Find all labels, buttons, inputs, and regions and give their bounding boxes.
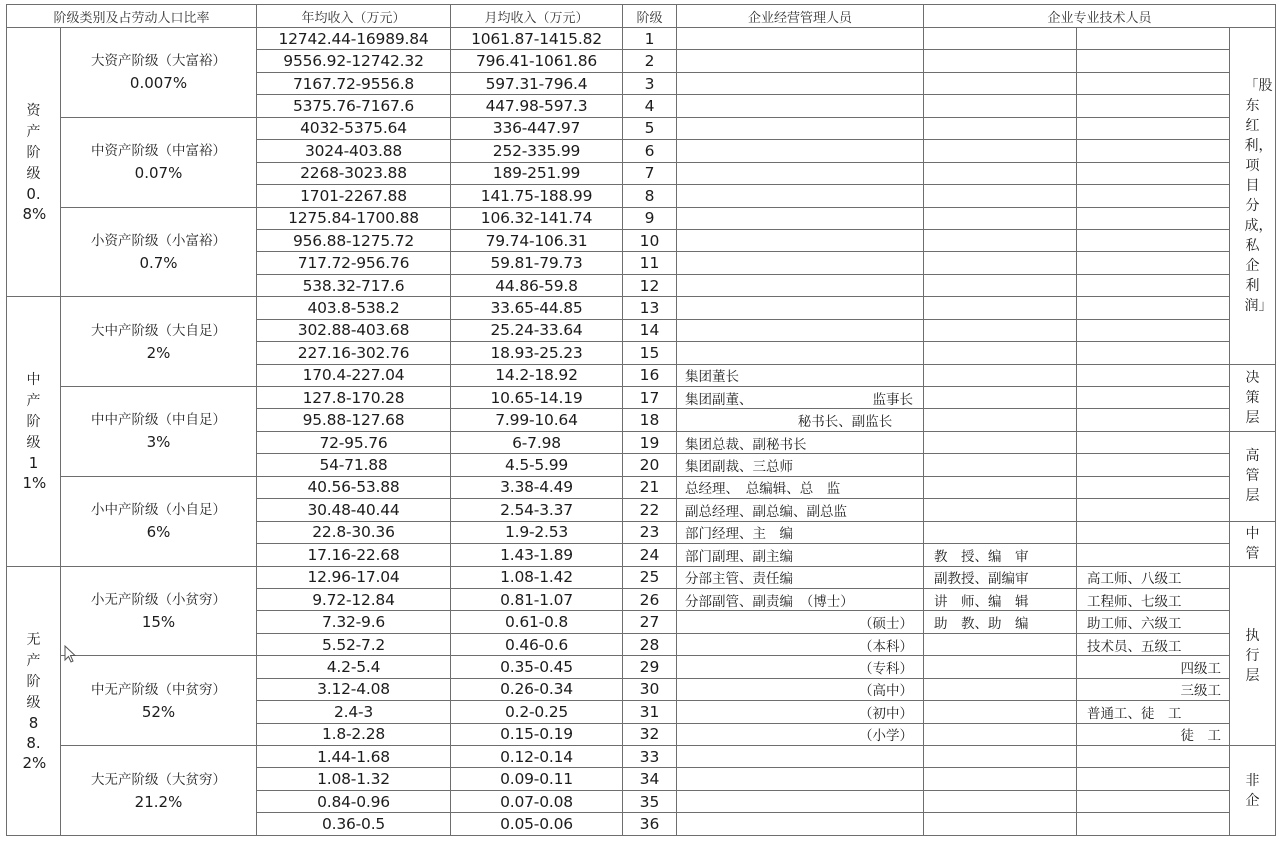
management-cell [677,813,924,836]
layer-cell-4 [1230,566,1276,746]
monthly-income-cell: 0.81-1.07 [451,588,623,610]
annual-income-cell: 227.16-302.76 [257,342,451,364]
management-cell: 副总经理、副总编、副总监 [677,499,924,521]
annual-income-cell: 5.52-7.2 [257,633,451,655]
technical-cell-a [924,274,1077,296]
annual-income-cell: 302.88-403.68 [257,319,451,341]
class-cell [61,297,257,387]
technical-cell-b [1077,409,1230,431]
class-name: 中无产阶级（中贫穷） [91,681,226,698]
management-cell [677,387,924,409]
technical-cell-b [1077,207,1230,229]
level-cell: 3 [623,72,677,94]
table-row [7,746,1276,768]
management-cell: 秘书长、副监长 [677,409,924,431]
layer-label: 中管 [1245,525,1260,562]
management-cell [677,207,924,229]
header-level: 阶级 [623,5,677,28]
level-cell: 6 [623,140,677,162]
class-name: 大无产阶级（大贫穷） [91,771,226,788]
annual-income-cell: 1.44-1.68 [257,746,451,768]
group-label [23,100,45,224]
group-name: 中产阶级 [26,372,41,452]
technical-cell-b [1077,162,1230,184]
level-cell: 20 [623,454,677,476]
level-cell: 34 [623,768,677,790]
annual-income-cell: 717.72-956.76 [257,252,451,274]
technical-cell-b [1077,454,1230,476]
technical-cell-b: 徒 工 [1077,723,1230,745]
technical-cell-a [924,678,1077,700]
management-cell [677,252,924,274]
monthly-income-cell: 18.93-25.23 [451,342,623,364]
monthly-income-cell: 10.65-14.19 [451,387,623,409]
management-cell: 集团总裁、副秘书长 [677,431,924,453]
technical-cell-b [1077,117,1230,139]
technical-cell-a: 教 授、编 审 [924,544,1077,566]
level-cell: 14 [623,319,677,341]
class-percent: 2% [146,343,171,362]
monthly-income-cell: 336-447.97 [451,117,623,139]
management-cell: 分部副管、副责编 （博士） [677,588,924,610]
technical-cell-b [1077,521,1230,543]
technical-cell-b [1077,28,1230,50]
management-cell [677,274,924,296]
class-percent: 52% [141,702,176,721]
technical-cell-b: 高工师、八级工 [1077,566,1230,588]
annual-income-cell: 9556.92-12742.32 [257,50,451,72]
level-cell: 21 [623,476,677,498]
management-cell [677,342,924,364]
management-cell: 部门副理、副主编 [677,544,924,566]
class-name: 中中产阶级（中自足） [91,412,226,429]
technical-cell-a [924,140,1077,162]
management-cell: 部门经理、主 编 [677,521,924,543]
technical-cell-b [1077,813,1230,836]
table-row [7,28,1276,50]
management-cell [677,185,924,207]
monthly-income-cell: 14.2-18.92 [451,364,623,386]
technical-cell-a [924,476,1077,498]
annual-income-cell: 1275.84-1700.88 [257,207,451,229]
management-cell: 总经理、 总编辑、总 监 [677,476,924,498]
technical-cell-a [924,387,1077,409]
annual-income-cell: 0.36-0.5 [257,813,451,836]
technical-cell-b [1077,499,1230,521]
header-class: 阶级类别及占劳动人口比率 [7,5,257,28]
layer-label: 非企 [1245,772,1260,809]
annual-income-cell: 22.8-30.36 [257,521,451,543]
annual-income-cell: 127.8-170.28 [257,387,451,409]
class-percent: 0.07% [134,164,183,183]
annual-income-cell: 1701-2267.88 [257,185,451,207]
technical-cell-a [924,50,1077,72]
level-cell: 2 [623,50,677,72]
technical-cell-b [1077,431,1230,453]
monthly-income-cell: 79.74-106.31 [451,229,623,251]
monthly-income-cell: 0.61-0.8 [451,611,623,633]
technical-cell-b [1077,252,1230,274]
class-cell [61,746,257,836]
annual-income-cell: 4032-5375.64 [257,117,451,139]
level-cell: 9 [623,207,677,229]
layer-cell-5 [1230,746,1276,836]
group-pct: 0.8% [22,185,47,224]
layer-label: 高管层 [1245,448,1260,505]
level-cell: 29 [623,656,677,678]
class-name: 大资产阶级（大富裕） [91,53,226,70]
layer-label: 执行层 [1245,627,1260,684]
level-cell: 13 [623,297,677,319]
class-name: 小中产阶级（小自足） [91,502,226,519]
level-cell: 11 [623,252,677,274]
technical-cell-a [924,454,1077,476]
monthly-income-cell: 597.31-796.4 [451,72,623,94]
annual-income-cell: 95.88-127.68 [257,409,451,431]
monthly-income-cell: 189-251.99 [451,162,623,184]
header-monthly-income: 月均收入（万元） [451,5,623,28]
technical-cell-b [1077,790,1230,812]
monthly-income-cell: 0.12-0.14 [451,746,623,768]
level-cell: 24 [623,544,677,566]
monthly-income-cell: 0.26-0.34 [451,678,623,700]
level-cell: 10 [623,229,677,251]
monthly-income-cell: 1061.87-1415.82 [451,28,623,50]
class-cell [61,656,257,746]
level-cell: 28 [623,633,677,655]
technical-cell-b: 三级工 [1077,678,1230,700]
management-cell [677,117,924,139]
class-cell [61,387,257,477]
monthly-income-cell: 3.38-4.49 [451,476,623,498]
technical-cell-a [924,499,1077,521]
monthly-income-cell: 4.5-5.99 [451,454,623,476]
class-name: 小无产阶级（小贫穷） [91,591,226,608]
class-percent: 15% [141,612,176,631]
technical-cell-b [1077,342,1230,364]
group-cell [7,297,61,566]
technical-cell-b [1077,274,1230,296]
technical-cell-a [924,633,1077,655]
level-cell: 27 [623,611,677,633]
technical-cell-a [924,162,1077,184]
technical-cell-b: 工程师、七级工 [1077,588,1230,610]
technical-cell-b: 四级工 [1077,656,1230,678]
group-pct: 88.2% [22,713,47,772]
technical-cell-a [924,28,1077,50]
annual-income-cell: 17.16-22.68 [257,544,451,566]
annual-income-cell: 30.48-40.44 [257,499,451,521]
class-percent: 3% [146,433,171,452]
technical-cell-b [1077,387,1230,409]
technical-cell-a [924,207,1077,229]
class-cell [61,117,257,207]
monthly-income-cell: 796.41-1061.86 [451,50,623,72]
class-income-table [6,4,1276,836]
technical-cell-a [924,319,1077,341]
technical-cell-a: 副教授、副编审 [924,566,1077,588]
monthly-income-cell: 0.2-0.25 [451,701,623,723]
monthly-income-cell: 1.08-1.42 [451,566,623,588]
technical-cell-b [1077,364,1230,386]
technical-cell-b [1077,297,1230,319]
layer-label: 「股东红利，项目分成，私企利润」 [1244,77,1273,314]
level-cell: 17 [623,387,677,409]
level-cell: 8 [623,185,677,207]
monthly-income-cell: 0.09-0.11 [451,768,623,790]
management-cell: 分部主管、责任编 [677,566,924,588]
management-cell [677,319,924,341]
technical-cell-a [924,723,1077,745]
technical-cell-a [924,364,1077,386]
class-name: 小资产阶级（小富裕） [91,232,226,249]
layer-cell-0 [1230,28,1276,365]
monthly-income-cell: 0.15-0.19 [451,723,623,745]
group-pct: 11% [22,454,47,493]
level-cell: 7 [623,162,677,184]
annual-income-cell: 54-71.88 [257,454,451,476]
technical-cell-b [1077,50,1230,72]
level-cell: 12 [623,274,677,296]
management-cell: （专科） [677,656,924,678]
annual-income-cell: 0.84-0.96 [257,790,451,812]
technical-cell-a: 讲 师、编 辑 [924,588,1077,610]
annual-income-cell: 4.2-5.4 [257,656,451,678]
group-cell [7,28,61,297]
annual-income-cell: 3024-403.88 [257,140,451,162]
table-row [7,387,1276,409]
technical-cell-b [1077,544,1230,566]
level-cell: 1 [623,28,677,50]
technical-cell-a [924,431,1077,453]
technical-cell-a [924,117,1077,139]
technical-cell-b [1077,768,1230,790]
level-cell: 5 [623,117,677,139]
group-name: 无产阶级 [26,631,41,711]
technical-cell-a [924,746,1077,768]
monthly-income-cell: 252-335.99 [451,140,623,162]
annual-income-cell: 170.4-227.04 [257,364,451,386]
technical-cell-b [1077,95,1230,117]
monthly-income-cell: 7.99-10.64 [451,409,623,431]
annual-income-cell: 538.32-717.6 [257,274,451,296]
management-cell [677,50,924,72]
technical-cell-a [924,790,1077,812]
level-cell: 25 [623,566,677,588]
technical-cell-b: 助工师、六级工 [1077,611,1230,633]
management-cell [677,297,924,319]
header-management: 企业经营管理人员 [677,5,924,28]
technical-cell-b [1077,140,1230,162]
management-cell [677,95,924,117]
table-row [7,207,1276,229]
level-cell: 18 [623,409,677,431]
technical-cell-b: 普通工、徒 工 [1077,701,1230,723]
technical-cell-b: 技术员、五级工 [1077,633,1230,655]
monthly-income-cell: 1.43-1.89 [451,544,623,566]
class-percent: 0.7% [139,253,178,272]
technical-cell-b [1077,229,1230,251]
technical-cell-a [924,72,1077,94]
class-name: 大中产阶级（大自足） [91,322,226,339]
table-row [7,117,1276,139]
management-cell [677,140,924,162]
annual-income-cell: 12.96-17.04 [257,566,451,588]
management-cell: （硕士） [677,611,924,633]
level-cell: 30 [623,678,677,700]
management-cell [677,28,924,50]
annual-income-cell: 403.8-538.2 [257,297,451,319]
annual-income-cell: 1.08-1.32 [257,768,451,790]
technical-cell-a [924,409,1077,431]
management-text: 集团副董、 [685,391,753,408]
annual-income-cell: 5375.76-7167.6 [257,95,451,117]
monthly-income-cell: 0.07-0.08 [451,790,623,812]
management-cell: （本科） [677,633,924,655]
technical-cell-a [924,297,1077,319]
technical-cell-a [924,229,1077,251]
management-cell [677,162,924,184]
monthly-income-cell: 33.65-44.85 [451,297,623,319]
technical-cell-b [1077,476,1230,498]
management-cell [677,746,924,768]
level-cell: 26 [623,588,677,610]
monthly-income-cell: 0.35-0.45 [451,656,623,678]
technical-cell-a [924,701,1077,723]
technical-cell-a [924,813,1077,836]
mouse-cursor-icon [64,645,76,663]
level-cell: 15 [623,342,677,364]
table-row [7,297,1276,319]
technical-cell-b [1077,72,1230,94]
annual-income-cell: 956.88-1275.72 [257,229,451,251]
annual-income-cell: 12742.44-16989.84 [257,28,451,50]
layer-cell-2 [1230,431,1276,521]
annual-income-cell: 7167.72-9556.8 [257,72,451,94]
annual-income-cell: 3.12-4.08 [257,678,451,700]
class-cell [61,476,257,566]
management-cell: （小学） [677,723,924,745]
technical-cell-b [1077,185,1230,207]
table-body [7,28,1276,836]
technical-cell-a [924,185,1077,207]
level-cell: 23 [623,521,677,543]
management-cell [677,229,924,251]
class-percent: 21.2% [134,792,183,811]
monthly-income-cell: 141.75-188.99 [451,185,623,207]
annual-income-cell: 72-95.76 [257,431,451,453]
technical-cell-b [1077,746,1230,768]
technical-cell-a: 助 教、助 编 [924,611,1077,633]
level-cell: 36 [623,813,677,836]
annual-income-cell: 7.32-9.6 [257,611,451,633]
group-cell [7,566,61,836]
table-row [7,656,1276,678]
annual-income-cell: 9.72-12.84 [257,588,451,610]
annual-income-cell: 2268-3023.88 [257,162,451,184]
management-cell [677,72,924,94]
level-cell: 33 [623,746,677,768]
class-cell [61,207,257,297]
monthly-income-cell: 1.9-2.53 [451,521,623,543]
technical-cell-a [924,656,1077,678]
group-label [23,369,45,493]
layer-label: 决策层 [1245,369,1260,426]
table-row [7,476,1276,498]
class-name: 中资产阶级（中富裕） [91,143,226,160]
technical-cell-a [924,768,1077,790]
table-row [7,566,1276,588]
management-text-right: 监事长 [872,391,914,408]
technical-cell-a [924,521,1077,543]
header-annual-income: 年均收入（万元） [257,5,451,28]
annual-income-cell: 1.8-2.28 [257,723,451,745]
annual-income-cell: 40.56-53.88 [257,476,451,498]
level-cell: 4 [623,95,677,117]
class-cell [61,28,257,118]
management-cell [677,768,924,790]
level-cell: 35 [623,790,677,812]
header-technical: 企业专业技术人员 [924,5,1276,28]
technical-cell-a [924,342,1077,364]
management-cell: （高中） [677,678,924,700]
monthly-income-cell: 447.98-597.3 [451,95,623,117]
management-cell: 集团副裁、三总师 [677,454,924,476]
level-cell: 22 [623,499,677,521]
monthly-income-cell: 25.24-33.64 [451,319,623,341]
class-percent: 0.007% [129,74,188,93]
management-cell [677,790,924,812]
level-cell: 31 [623,701,677,723]
technical-cell-a [924,95,1077,117]
level-cell: 19 [623,431,677,453]
monthly-income-cell: 59.81-79.73 [451,252,623,274]
group-label [23,629,45,773]
monthly-income-cell: 0.46-0.6 [451,633,623,655]
annual-income-cell: 2.4-3 [257,701,451,723]
layer-cell-3 [1230,521,1276,566]
header-row [7,5,1276,28]
level-cell: 16 [623,364,677,386]
monthly-income-cell: 0.05-0.06 [451,813,623,836]
class-percent: 6% [146,523,171,542]
technical-cell-b [1077,319,1230,341]
layer-cell-1 [1230,364,1276,431]
technical-cell-a [924,252,1077,274]
management-cell: （初中） [677,701,924,723]
monthly-income-cell: 6-7.98 [451,431,623,453]
monthly-income-cell: 44.86-59.8 [451,274,623,296]
management-cell: 集团董长 [677,364,924,386]
monthly-income-cell: 106.32-141.74 [451,207,623,229]
monthly-income-cell: 2.54-3.37 [451,499,623,521]
level-cell: 32 [623,723,677,745]
class-cell [61,566,257,656]
group-name: 资产阶级 [26,103,41,183]
